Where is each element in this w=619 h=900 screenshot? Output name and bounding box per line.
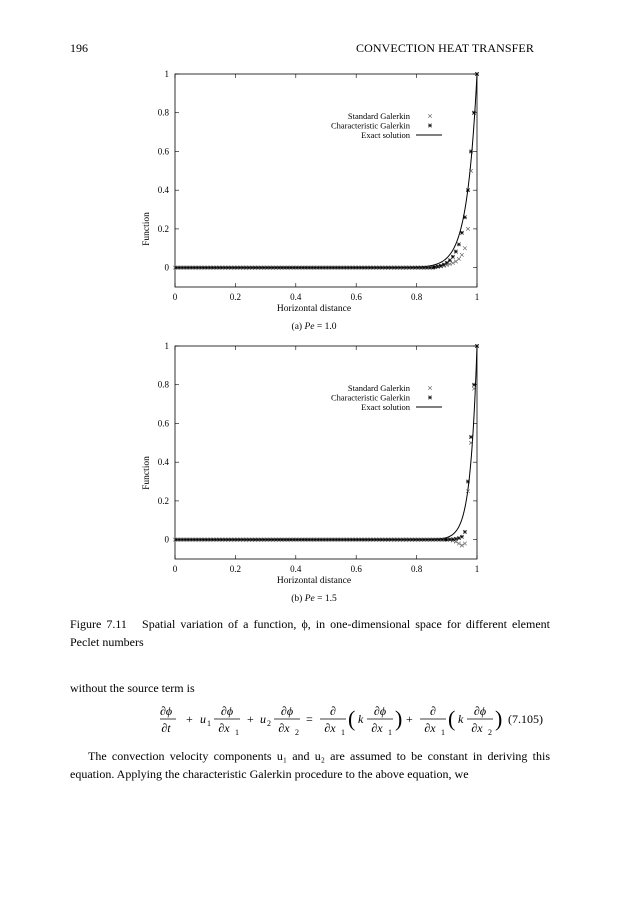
standard-galerkin-point [463, 542, 467, 546]
svg-text:∂: ∂ [330, 704, 336, 718]
svg-text:1: 1 [388, 728, 392, 737]
svg-text:∂x: ∂x [218, 721, 230, 735]
svg-text:k: k [358, 712, 364, 726]
x-tick-label: 0.8 [410, 292, 423, 302]
x-tick-label: 0.8 [410, 564, 423, 574]
characteristic-galerkin-point [469, 435, 473, 439]
svg-text:∂x: ∂x [371, 721, 383, 735]
svg-text:1: 1 [341, 728, 345, 737]
y-tick-label: 0.8 [157, 107, 169, 118]
legend-label: Exact solution [361, 130, 410, 140]
characteristic-galerkin-point [466, 480, 470, 484]
legend-label: Exact solution [361, 402, 410, 412]
standard-galerkin-point [457, 542, 461, 546]
svg-text:∂t: ∂t [161, 721, 171, 735]
svg-text:∂x: ∂x [424, 721, 436, 735]
svg-text:∂ϕ: ∂ϕ [473, 704, 487, 718]
characteristic-galerkin-point [457, 243, 461, 247]
y-axis-label: Function [142, 456, 152, 490]
x-tick-label: 0.2 [229, 564, 242, 574]
chart-a [0, 60, 619, 335]
characteristic-galerkin-point [454, 537, 458, 541]
legend-marker-star [428, 124, 432, 128]
characteristic-galerkin-point [463, 530, 467, 534]
running-title: CONVECTION HEAT TRANSFER [356, 41, 534, 55]
characteristic-galerkin-point [472, 383, 476, 387]
svg-text:1: 1 [441, 728, 445, 737]
x-tick-label: 0 [172, 564, 178, 574]
plot-frame [175, 74, 477, 287]
figure-label: Figure 7.11 [70, 617, 127, 631]
svg-text:2: 2 [267, 719, 271, 728]
plot-frame [175, 346, 477, 559]
characteristic-galerkin-point [433, 265, 437, 269]
pe-symbol: Pe [304, 594, 315, 604]
y-tick-label: 0.6 [157, 418, 169, 429]
characteristic-galerkin-point [469, 150, 473, 154]
pe-value: = 1.5 [317, 594, 337, 604]
x-axis-label: Horizontal distance [276, 304, 352, 314]
standard-galerkin-point [460, 253, 464, 257]
legend-label: Characteristic Galerkin [330, 120, 410, 131]
subplot-caption [291, 593, 337, 604]
svg-text:2: 2 [295, 728, 299, 737]
characteristic-galerkin-point [472, 111, 476, 115]
svg-text:1: 1 [235, 728, 239, 737]
y-axis-label: Function [142, 212, 152, 246]
legend-marker-star [428, 396, 432, 400]
characteristic-galerkin-point [448, 258, 452, 262]
equation-7-105 [160, 700, 550, 738]
x-tick-label: 0.6 [350, 292, 362, 302]
svg-text:u: u [260, 712, 266, 726]
y-tick-label: 0.8 [157, 379, 169, 390]
svg-text:∂x: ∂x [471, 721, 483, 735]
standard-galerkin-point [460, 544, 464, 548]
characteristic-galerkin-point [436, 265, 440, 269]
figure-caption-text: Spatial variation of a function, ϕ, in one-dimensional space for different element Peclet numbers [70, 617, 550, 649]
y-tick-label: 1 [164, 69, 169, 79]
svg-text:+: + [186, 712, 193, 726]
figure-caption [70, 615, 550, 651]
svg-text:+: + [247, 712, 254, 726]
characteristic-galerkin-point [475, 344, 479, 348]
svg-text:=: = [306, 712, 313, 726]
characteristic-galerkin-point [460, 535, 464, 539]
legend-marker-cross [428, 386, 432, 390]
exact-solution-line [175, 346, 477, 540]
svg-text:1: 1 [207, 719, 211, 728]
y-tick-label: 0.4 [157, 457, 169, 468]
characteristic-galerkin-point [445, 261, 449, 265]
x-tick-label: 0.6 [350, 564, 362, 574]
y-tick-label: 0.2 [157, 223, 169, 234]
x-tick-label: 1 [474, 292, 480, 302]
svg-text:∂ϕ: ∂ϕ [220, 704, 234, 718]
legend-label: Standard Galerkin [347, 383, 410, 393]
svg-text:(: ( [348, 706, 356, 731]
svg-text:∂ϕ: ∂ϕ [160, 704, 173, 718]
svg-text:k: k [458, 712, 464, 726]
svg-text:): ) [495, 706, 503, 731]
svg-text:∂x: ∂x [278, 721, 290, 735]
characteristic-galerkin-point [460, 231, 464, 235]
characteristic-galerkin-point [466, 188, 470, 192]
characteristic-galerkin-point [475, 72, 479, 76]
subplot-label: (a) [291, 322, 303, 332]
svg-text:): ) [395, 706, 403, 731]
svg-text:u: u [200, 712, 206, 726]
y-tick-label: 0.6 [157, 146, 169, 157]
standard-galerkin-point [457, 257, 461, 261]
standard-galerkin-point [466, 227, 470, 231]
svg-text:2: 2 [488, 728, 492, 737]
y-tick-label: 0.4 [157, 185, 169, 196]
paragraph-body: The convection velocity components u₁ and u₂ are assumed to be constant in deriving this equation. Applying the characteristic Galerkin procedure to the above equation, we [70, 749, 550, 781]
svg-text:∂ϕ: ∂ϕ [280, 704, 294, 718]
legend-label: Standard Galerkin [347, 111, 410, 121]
chart-b [0, 332, 619, 607]
equation-number: (7.105) [508, 712, 543, 726]
characteristic-galerkin-point [463, 215, 467, 219]
svg-text:∂x: ∂x [324, 721, 336, 735]
subplot-label: (b) [291, 594, 303, 604]
x-axis-label: Horizontal distance [276, 576, 352, 586]
x-tick-label: 0.4 [290, 292, 302, 302]
paragraph-intro: without the source term is [70, 681, 195, 695]
svg-text:+: + [406, 712, 413, 726]
page-number: 196 [70, 41, 88, 55]
svg-text:∂: ∂ [430, 704, 436, 718]
legend-label: Characteristic Galerkin [330, 392, 410, 403]
characteristic-galerkin-point [451, 255, 455, 259]
pe-value: = 1.0 [316, 322, 337, 332]
subplot-caption [292, 321, 337, 332]
standard-galerkin-point [463, 246, 467, 250]
y-tick-label: 0 [164, 534, 169, 545]
y-tick-label: 0 [164, 262, 169, 273]
svg-text:∂ϕ: ∂ϕ [373, 704, 387, 718]
x-tick-label: 0.4 [290, 564, 302, 574]
y-tick-label: 0.2 [157, 495, 169, 506]
x-tick-label: 0.2 [229, 292, 242, 302]
y-tick-label: 1 [164, 341, 169, 351]
exact-solution-line [175, 74, 477, 268]
legend-marker-cross [428, 114, 432, 118]
characteristic-galerkin-point [454, 250, 458, 254]
x-tick-label: 0 [172, 292, 178, 302]
pe-symbol: Pe [304, 322, 315, 332]
svg-text:(: ( [448, 706, 456, 731]
x-tick-label: 1 [474, 564, 480, 574]
